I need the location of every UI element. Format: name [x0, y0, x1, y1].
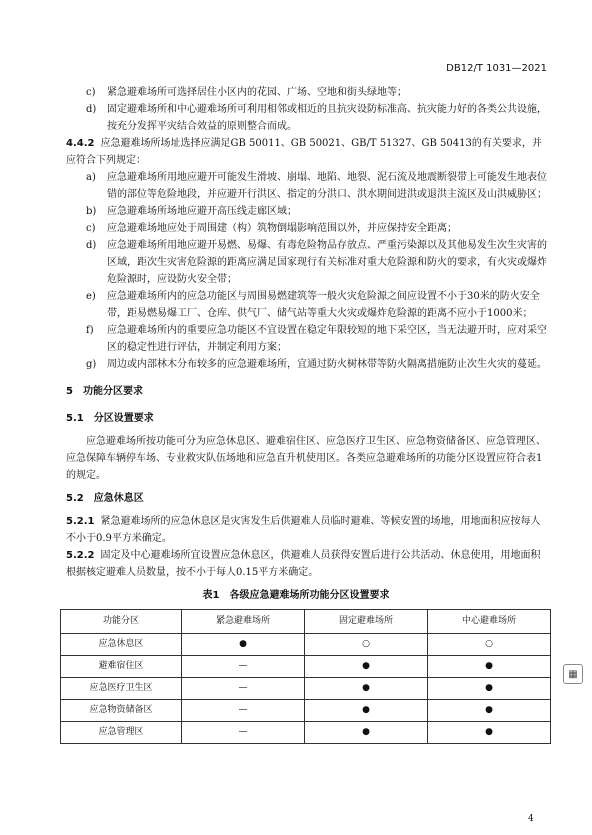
list-label: b): [86, 206, 97, 217]
list-label: d): [86, 104, 97, 115]
section-heading-5-1: [66, 410, 592, 427]
page-content: [0, 84, 592, 744]
list-item: [86, 288, 547, 322]
zone-name-cell: 避难宿住区: [61, 656, 182, 678]
list-label: d): [86, 240, 97, 251]
list-label: e): [86, 291, 96, 302]
list-text: 应急避难场地应处于周围建（构）筑物倒塌影响范围以外，并应保持安全距离；: [107, 223, 457, 234]
list-label: f): [86, 325, 94, 336]
requirement-cell: ●: [428, 656, 551, 678]
requirement-cell: —: [182, 722, 305, 744]
table-header-row: [61, 610, 551, 634]
clause-5-2-1: [66, 513, 546, 547]
requirement-cell: —: [182, 700, 305, 722]
list-text: 应急避难场所内的重要应急功能区不宜设置在稳定年限较短的地下采空区，当无法避开时，应对采空区的稳定性进行评估，并制定利用方案；: [107, 325, 547, 353]
list-item: [86, 203, 547, 220]
requirement-cell: ○: [305, 634, 428, 656]
requirement-cell: —: [182, 678, 305, 700]
table-row: [61, 700, 551, 722]
section-number: 5: [66, 386, 73, 397]
requirement-cell: ●: [305, 678, 428, 700]
section-title: 应急休息区: [93, 493, 144, 504]
list-label: g): [86, 359, 97, 370]
requirement-cell: ●: [305, 722, 428, 744]
section-heading-5: [66, 383, 592, 400]
document-code: DB12/T 1031—2021: [446, 63, 547, 74]
column-header: 紧急避难场所: [182, 610, 305, 634]
clause-number: 4.4.2: [66, 138, 95, 149]
list-item: [86, 237, 547, 288]
list-text: 应急避难场所用地应避开易燃、易爆、有毒危险物品存放点、严重污染源以及其他易发生次生灾害的区域，距次生灾害危险源的距离应满足国家现行有关标准对重大危险源和防火的要求，有火灾或爆炸危险源时，应设防火安全带；: [107, 240, 547, 285]
zone-name-cell: 应急物资储备区: [61, 700, 182, 722]
paragraph-5-1: 应急避难场所按功能可分为应急休息区、避难宿住区、应急医疗卫生区、应急物资储备区、应急管理区、应急保障车辆停车场、专业救灾队伍场地和应急直升机使用区。各类应急避难场所的功能分区设置应符合表1的规定。: [66, 436, 546, 481]
clause-text: 紧急避难场所的应急休息区是灾害发生后供避难人员临时避难、等候安置的场地，用地面积应按每人不小于0.9平方米确定。: [66, 516, 541, 544]
section-title: 功能分区要求: [82, 386, 143, 397]
table-view-icon[interactable]: ▦: [563, 664, 583, 684]
page-number: 4: [528, 814, 534, 824]
list-text: 应急避难场所内的应急功能区与周围易燃建筑等一般火灾危险源之间应设置不小于30米的防火安全带，距易燃易爆工厂、仓库、供气厂、储气站等重大火灾或爆炸危险源的距离不应小于1000米；: [107, 291, 540, 319]
section-heading-5-2: [66, 490, 592, 507]
list-text: 固定避难场所和中心避难场所可利用相邻或相近的且抗灾设防标准高、抗灾能力好的各类公共设施，按充分发挥平灾结合效益的原则整合而成。: [107, 104, 547, 132]
requirement-cell: ●: [305, 656, 428, 678]
section-number: 5.2: [66, 493, 84, 504]
table-row: [61, 634, 551, 656]
requirement-cell: ●: [428, 700, 551, 722]
column-header: 功能分区: [61, 610, 182, 634]
requirement-cell: ●: [428, 722, 551, 744]
list-item: [86, 169, 547, 203]
list-label: a): [86, 172, 96, 183]
list-label: c): [86, 223, 96, 234]
clause-4-4-2: [66, 135, 546, 169]
list-item: [86, 356, 547, 373]
clause-number: 5.2.1: [66, 516, 95, 527]
clause-5-2-2: [66, 547, 546, 581]
table-row: [61, 678, 551, 700]
requirement-cell: ●: [182, 634, 305, 656]
table-title: 表1 各级应急避难场所功能分区设置要求: [202, 590, 390, 601]
function-zone-table: [60, 609, 551, 744]
list-text: 紧急避难场所可选择居住小区内的花园、广场、空地和街头绿地等；: [107, 87, 407, 98]
list-item: [86, 84, 547, 101]
zone-name-cell: 应急休息区: [61, 634, 182, 656]
zone-name-cell: 应急管理区: [61, 722, 182, 744]
clause-text: 应急避难场所场址选择应满足GB 50011、GB 50021、GB/T 51327、GB 50413的有关要求，并应符合下列规定：: [66, 138, 542, 166]
section-title: 分区设置要求: [93, 413, 154, 424]
list-label: c): [86, 87, 96, 98]
zone-name-cell: 应急医疗卫生区: [61, 678, 182, 700]
list-item: [86, 322, 547, 356]
list-item: [86, 101, 547, 135]
column-header: 中心避难场所: [428, 610, 551, 634]
clause-number: 5.2.2: [66, 550, 95, 561]
section-number: 5.1: [66, 413, 84, 424]
requirement-cell: ●: [305, 700, 428, 722]
column-header: 固定避难场所: [305, 610, 428, 634]
list-text: 周边或内部林木分布较多的应急避难场所，宜通过防火树林带等防火隔离措施防止次生火灾的蔓延。: [107, 359, 547, 370]
clause-text: 固定及中心避难场所宜设置应急休息区，供避难人员获得安置后进行公共活动、休息使用，用地面积根据核定避难人员数量，按不小于每人0.15平方米确定。: [66, 550, 541, 578]
requirement-cell: ○: [428, 634, 551, 656]
list-item: [86, 220, 547, 237]
list-text: 应急避难场所场地应避开高压线走廊区域；: [107, 206, 297, 217]
requirement-cell: —: [182, 656, 305, 678]
table-row: [61, 722, 551, 744]
requirement-cell: ●: [428, 678, 551, 700]
table-row: [61, 656, 551, 678]
list-text: 应急避难场所用地应避开可能发生滑坡、崩塌、地陷、地裂、泥石流及地震断裂带上可能发生地表位错的部位等危险地段，并应避开行洪区、指定的分洪口、洪水期间进洪或退洪主流区及山洪威胁区；: [107, 172, 547, 200]
